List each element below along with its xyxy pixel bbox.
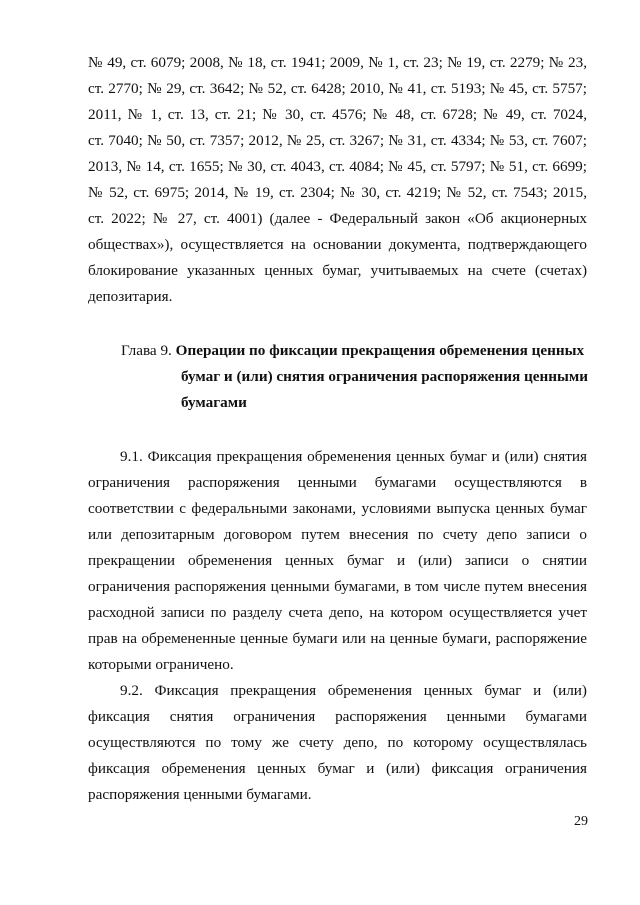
- section-9-1-line-1: 9.1. Фиксация прекращения обременения ценных бумаг и (или) снятия: [120, 448, 587, 465]
- section-9-2-line-3: осуществляются по тому же счету депо, по которому осуществлялась: [88, 734, 587, 751]
- section-9-1-line-9: которыми ограничено.: [88, 656, 234, 673]
- section-9-1-line-3: соответствии с федеральными законами, условиями выпуска ценных бумаг: [88, 500, 587, 517]
- section-9-2-line-1: 9.2. Фиксация прекращения обременения ценных бумаг и (или): [120, 682, 587, 699]
- intro-line-5: 2013, № 14, ст. 1655; № 30, ст. 4043, ст. 4084; № 45, ст. 5797; № 51, ст. 6699;: [88, 158, 587, 175]
- chapter-label: Глава 9.: [121, 342, 172, 359]
- section-9-1-line-5: прекращении обременения ценных бумаг и (или) записи о снятии: [88, 552, 587, 569]
- chapter-title-line-1: Операции по фиксации прекращения обременения ценных: [175, 342, 585, 359]
- intro-line-9: блокирование указанных ценных бумаг, учитываемых на счете (счетах): [88, 262, 587, 279]
- section-9-1-line-6: ограничения распоряжения ценными бумагами, в том числе путем внесения: [88, 578, 587, 595]
- section-9-1-line-2: ограничения распоряжения ценными бумагами осуществляются в: [88, 474, 587, 491]
- intro-line-3: 2011, № 1, ст. 13, ст. 21; № 30, ст. 4576; № 48, ст. 6728; № 49, ст. 7024,: [88, 106, 587, 123]
- section-9-2-line-4: фиксация обременения ценных бумаг и (или) фиксация ограничения: [88, 760, 587, 777]
- chapter-title-line-2: бумаг и (или) снятия ограничения распоряжения ценными: [181, 368, 589, 385]
- section-9-2-line-2: фиксация снятия ограничения распоряжения ценными бумагами: [88, 708, 587, 725]
- section-9-1-line-7: расходной записи по разделу счета депо, на котором осуществляется учет: [88, 604, 587, 621]
- chapter-title-line-3: бумагами: [181, 394, 247, 411]
- section-9-1-line-8: прав на обремененные ценные бумаги или на ценные бумаги, распоряжение: [88, 630, 587, 647]
- chapter-heading: [121, 342, 584, 360]
- intro-line-8: обществах»), осуществляется на основании документа, подтверждающего: [88, 236, 587, 253]
- intro-line-4: ст. 7040; № 50, ст. 7357; 2012, № 25, ст. 3267; № 31, ст. 4334; № 53, ст. 7607;: [88, 132, 587, 149]
- section-9-1-line-4: или депозитарным договором путем внесения по счету депо записи о: [88, 526, 587, 543]
- intro-line-2: ст. 2770; № 29, ст. 3642; № 52, ст. 6428; 2010, № 41, ст. 5193; № 45, ст. 5757;: [88, 80, 587, 97]
- intro-line-7: ст. 2022; № 27, ст. 4001) (далее - Федеральный закон «Об акционерных: [88, 210, 587, 227]
- intro-line-6: № 52, ст. 6975; 2014, № 19, ст. 2304; № 30, ст. 4219; № 52, ст. 7543; 2015,: [88, 184, 587, 201]
- intro-line-1: № 49, ст. 6079; 2008, № 18, ст. 1941; 2009, № 1, ст. 23; № 19, ст. 2279; № 23,: [88, 54, 587, 71]
- section-9-2-line-5: распоряжения ценными бумагами.: [88, 786, 312, 803]
- intro-line-10: депозитария.: [88, 288, 173, 305]
- page-number: 29: [574, 814, 588, 829]
